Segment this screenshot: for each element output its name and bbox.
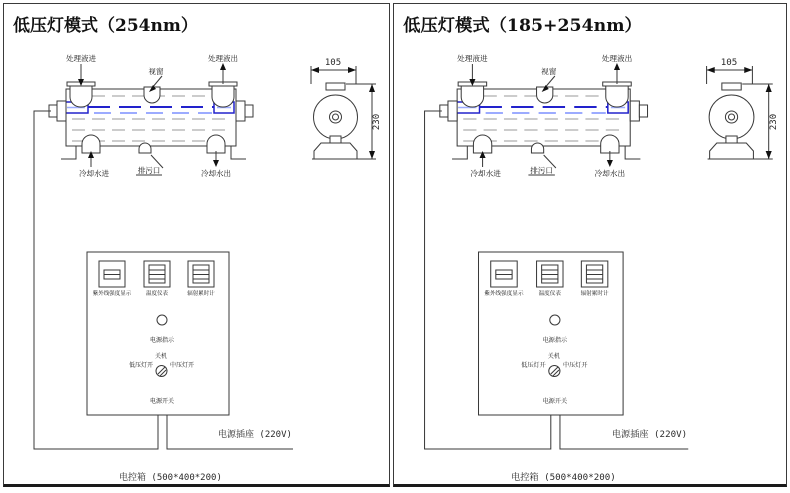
switch-off-label: 关机: [547, 353, 560, 360]
cooling-out-arrowhead: [607, 160, 613, 167]
low-lamp-on-label: 低压灯开: [128, 362, 153, 369]
inlet-label: 处理液进: [66, 54, 96, 63]
dimension-width: [707, 58, 753, 84]
panel-185-254nm: [393, 3, 787, 487]
low-lamp-on-label: 低压灯开: [521, 362, 546, 369]
dim-width-arrow-right: [348, 67, 356, 73]
cooling-inlet-port: [473, 135, 491, 153]
outlet-label: 处理液出: [208, 54, 238, 63]
dim-height-arrow-bottom: [766, 151, 772, 159]
cooling-in-label: 冷却水进: [79, 169, 109, 178]
dim-height-value: 230: [768, 113, 779, 131]
dimension-width: [311, 58, 356, 84]
dim-width-value: 105: [324, 58, 342, 68]
drain-port: [139, 143, 151, 153]
hour-counter-meter-label: 辐射累时计: [187, 291, 215, 297]
inlet-label: 处理液进: [457, 54, 488, 63]
power-indicator-label: 电源指示: [542, 337, 568, 344]
socket-label: 电源插座 (220V): [218, 430, 292, 440]
end-cap-left-inner: [448, 101, 457, 121]
control-box: [479, 252, 624, 415]
dim-height-arrow-top: [766, 84, 772, 92]
panel-title: 低压灯模式（254nm）: [13, 16, 198, 36]
reactor-chamber: [440, 82, 648, 159]
power-switch-label: 电源开关: [542, 398, 568, 405]
window-label: 视窗: [541, 67, 557, 76]
end-cap-right-inner: [236, 101, 245, 121]
left-leg: [61, 146, 76, 159]
dim-width-arrow-left: [311, 67, 319, 73]
end-view-top-flange: [722, 83, 741, 90]
cooling-inlet-port: [82, 135, 100, 153]
cooling-out-label: 冷却水出: [594, 169, 626, 178]
switch-off-label: 关机: [154, 353, 168, 360]
cooling-in-label: 冷却水进: [470, 169, 501, 178]
outlet-port: [212, 86, 234, 107]
right-leg: [231, 146, 246, 159]
end-view-lamp-hole-inner: [728, 114, 734, 120]
diagram-185-254nm: [394, 4, 786, 484]
power-indicator-label: 电源指示: [149, 337, 175, 344]
cooling-out-arrowhead: [213, 160, 219, 167]
drain-label: 排污口: [137, 166, 161, 175]
outlet-arrowhead: [220, 63, 226, 70]
dim-width-arrow-left: [707, 67, 715, 73]
uv-intensity-meter-label: 紫外线强度显示: [484, 291, 524, 297]
outlet-label: 处理液出: [601, 54, 633, 63]
power-switch-label: 电源开关: [149, 398, 175, 405]
mid-lamp-on-label: 中压灯开: [563, 362, 588, 369]
end-view: [708, 83, 756, 159]
control-box-size-label: 电控箱 (500*400*200): [119, 473, 222, 483]
drain-port: [531, 143, 543, 153]
end-cap-right-outer: [639, 105, 647, 117]
uv-intensity-meter-label: 紫外线强度显示: [92, 291, 132, 297]
dim-width-value: 105: [720, 58, 738, 68]
drain-label: 排污口: [530, 166, 554, 175]
power-indicator-lamp: [157, 315, 167, 325]
end-cap-left-inner: [57, 101, 66, 121]
panel-254nm: [3, 3, 390, 487]
end-view-base: [710, 143, 754, 159]
inlet-port: [70, 86, 92, 107]
end-view-top-flange: [326, 83, 345, 90]
left-leg: [452, 146, 467, 159]
cooling-outlet-port: [207, 135, 225, 153]
temperature-meter-label: 温度仪表: [145, 291, 169, 297]
hour-counter-meter-label: 辐射累时计: [580, 291, 609, 297]
outlet-arrowhead: [614, 63, 620, 70]
dim-height-value: 230: [372, 113, 382, 131]
control-box-size-label: 电控箱 (500*400*200): [511, 473, 616, 483]
cooling-out-label: 冷却水出: [201, 169, 231, 178]
end-view-lamp-hole-inner: [333, 114, 339, 120]
socket-label: 电源插座 (220V): [611, 430, 688, 440]
power-indicator-lamp: [550, 315, 560, 325]
reactor-chamber: [49, 82, 253, 159]
window-label: 视窗: [148, 67, 164, 76]
dim-height-arrow-top: [369, 84, 375, 92]
inlet-port: [461, 86, 483, 107]
panel-title: 低压灯模式（185+254nm）: [403, 16, 642, 36]
end-cap-right-outer: [245, 105, 253, 117]
end-cap-right-inner: [630, 101, 639, 121]
end-view-notch: [330, 136, 341, 143]
diagram-254nm: [4, 4, 389, 484]
right-leg: [625, 146, 640, 159]
end-view: [312, 83, 359, 159]
control-box: [87, 252, 229, 415]
mid-lamp-on-label: 中压灯开: [170, 362, 195, 369]
outlet-port: [606, 86, 628, 107]
dim-height-arrow-bottom: [369, 151, 375, 159]
end-view-notch: [726, 136, 737, 143]
cooling-outlet-port: [601, 135, 619, 153]
end-view-base: [314, 143, 357, 159]
dim-width-arrow-right: [744, 67, 752, 73]
temperature-meter-label: 温度仪表: [538, 291, 561, 297]
